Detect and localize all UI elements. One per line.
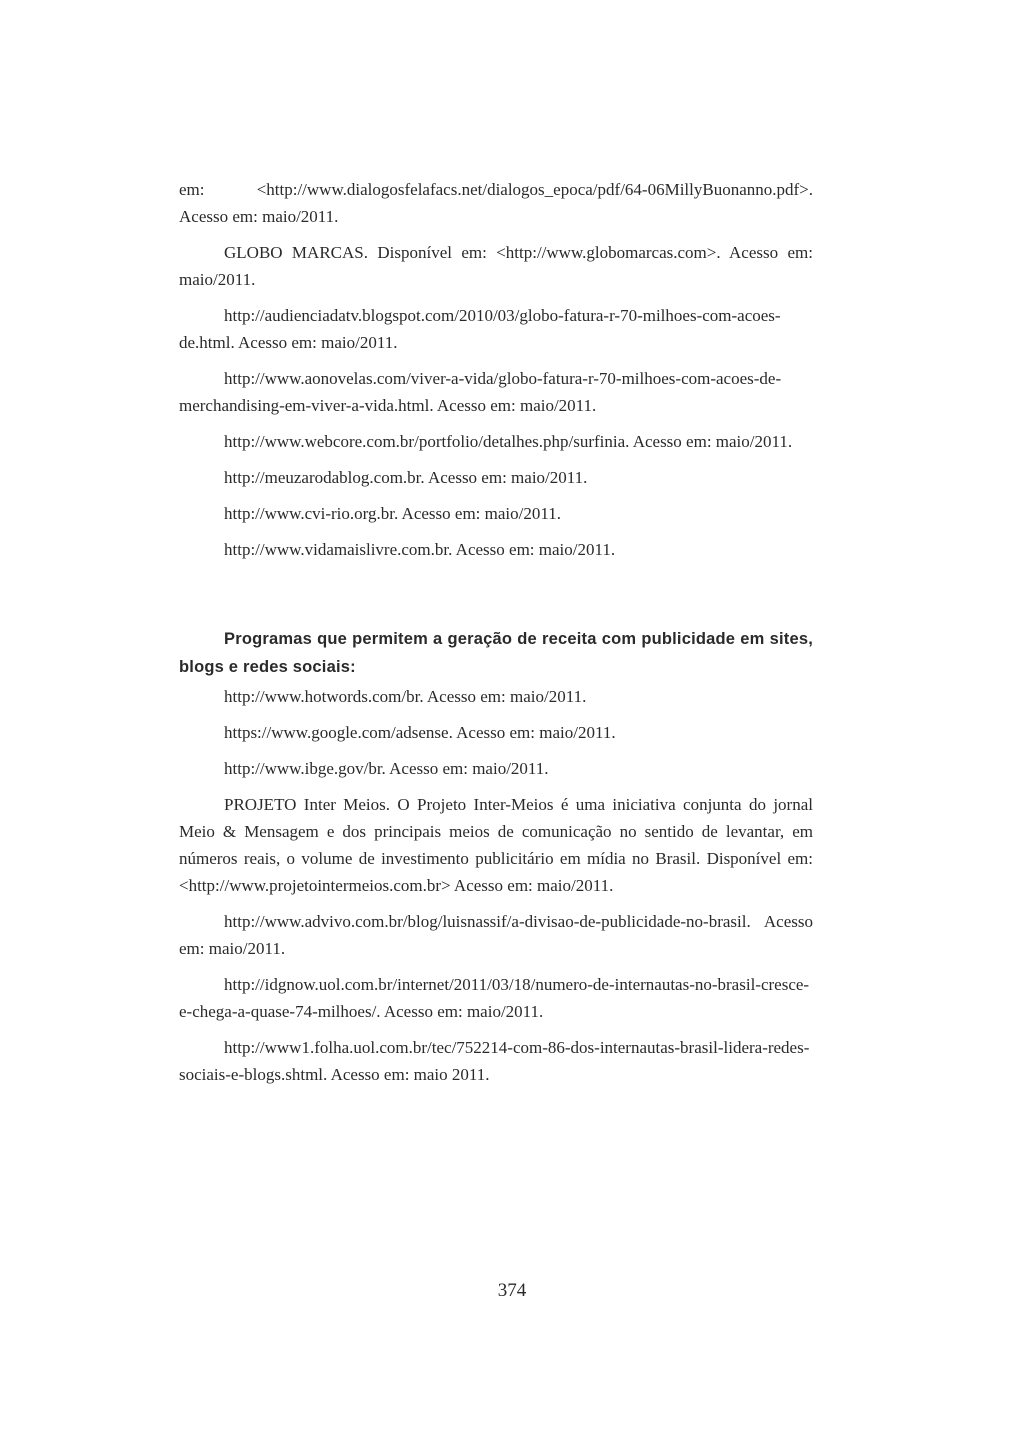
reference-entry: http://meuzarodablog.com.br. Acesso em: maio/2011. xyxy=(224,468,588,487)
reference-entry: https://www.google.com/adsense. Acesso em: maio/2011. xyxy=(224,723,616,742)
reference-entry: http://www.vidamaislivre.com.br. Acesso em: maio/2011. xyxy=(224,540,616,559)
reference-entry: http://www.ibge.gov/br. Acesso em: maio/2011. xyxy=(224,759,549,778)
reference-entry: http://audienciadatv.blogspot.com/2010/03/globo-fatura-r-70-milhoes-com-acoes-de.html. Acesso em: maio/2011. xyxy=(179,306,781,352)
reference-entry: http://idgnow.uol.com.br/internet/2011/03/18/numero-de-internautas-no-brasil-cresce-e-chega-a-quase-74-milhoes/. Acesso em: maio/2011. xyxy=(179,975,810,1021)
reference-entry: http://www.advivo.com.br/blog/luisnassif/a-divisao-de-publicidade-no-brasil. Acesso em: maio/2011. xyxy=(179,912,813,958)
document-body xyxy=(179,176,813,1097)
reference-entry: http://www.aonovelas.com/viver-a-vida/globo-fatura-r-70-milhoes-com-acoes-de-merchandising-em-viver-a-vida.html. Acesso em: maio/2011. xyxy=(179,369,782,415)
reference-entry: em: <http://www.dialogosfelafacs.net/dialogos_epoca/pdf/64-06MillyBuonanno.pdf>. Acesso em: maio/2011. xyxy=(179,180,813,226)
reference-entry: http://www.cvi-rio.org.br. Acesso em: maio/2011. xyxy=(224,504,561,523)
reference-entry: http://www.webcore.com.br/portfolio/detalhes.php/surfinia. Acesso em: maio/2011. xyxy=(224,432,793,451)
reference-entry: PROJETO Inter Meios. O Projeto Inter-Meios é uma iniciativa conjunta do jornal Meio & Mensagem e dos principais meios de comunicação no sentido de levantar, em números reais, o volume de investimento publicitário em mídia no Brasil. Disponível em: <http://www.projetointermeios.com.br> Acesso em: maio/2011. xyxy=(179,795,813,895)
page-number: 374 xyxy=(497,1280,527,1301)
section-heading: Programas que permitem a geração de receita com publicidade em sites, blogs e redes sociais: xyxy=(179,630,813,676)
reference-entry: http://www1.folha.uol.com.br/tec/752214-com-86-dos-internautas-brasil-lidera-redes-sociais-e-blogs.shtml. Acesso em: maio 2011. xyxy=(179,1038,810,1084)
reference-entry: GLOBO MARCAS. Disponível em: <http://www.globomarcas.com>. Acesso em: maio/2011. xyxy=(179,243,813,289)
reference-entry: http://www.hotwords.com/br. Acesso em: maio/2011. xyxy=(224,687,587,706)
